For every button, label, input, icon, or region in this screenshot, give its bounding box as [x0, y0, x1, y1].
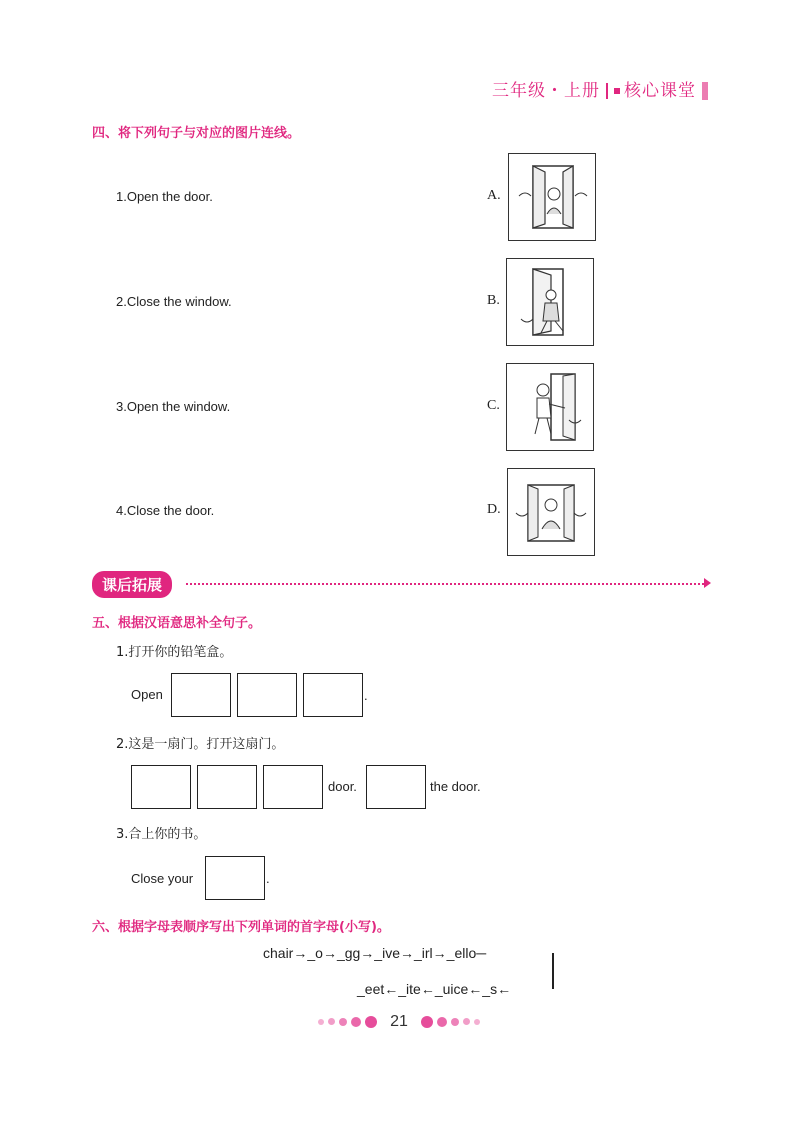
sentence-4: 4.Close the door. [116, 503, 215, 518]
dot-icon [328, 1018, 335, 1025]
close-window-illustration [508, 469, 594, 555]
q3-prompt: 3.合上你的书。 [116, 827, 207, 842]
dot-icon [437, 1017, 447, 1027]
arrow-right-icon: → [322, 945, 337, 961]
arrow-right-icon [704, 578, 711, 588]
page-number: 21 [390, 1013, 408, 1030]
section6-title: 六、根据字母表顺序写出下列单词的首字母(小写)。 [92, 920, 390, 935]
page-header [492, 76, 708, 101]
q2-prompt: 2.这是一扇门。打开这扇门。 [116, 737, 285, 752]
q2-blank-4[interactable] [366, 765, 426, 809]
picture-d[interactable] [507, 468, 595, 556]
open-window-illustration [509, 154, 595, 240]
dot-icon [421, 1016, 433, 1028]
arrow-left-icon: ← [384, 981, 399, 997]
chain-turn-line [552, 953, 554, 989]
picture-c[interactable] [506, 363, 594, 451]
word-blank-gg: _gg [336, 945, 361, 961]
picture-b[interactable] [506, 258, 594, 346]
q2-mid: door. [328, 779, 357, 794]
word-blank-irl: _irl [413, 945, 433, 961]
dot-icon [339, 1018, 347, 1026]
q2-end: the door. [430, 779, 481, 794]
page-footer [316, 1011, 482, 1031]
open-door-illustration [507, 364, 593, 450]
option-letter-b: B. [487, 293, 500, 308]
extension-banner: 课后拓展 [92, 571, 172, 598]
q1-blank-2[interactable] [237, 673, 297, 717]
arrow-left-icon: ← [497, 981, 512, 997]
sentence-2: 2.Close the window. [116, 294, 232, 309]
dot-icon [463, 1018, 470, 1025]
option-letter-d: D. [487, 502, 501, 517]
close-door-illustration [507, 259, 593, 345]
sentence-3: 3.Open the window. [116, 399, 231, 414]
dot-icon [365, 1016, 377, 1028]
q2-blank-2[interactable] [197, 765, 257, 809]
grade-label: 三年级・上册 [492, 81, 600, 101]
arrow-left-icon: ← [468, 981, 483, 997]
arrow-right-icon: → [360, 945, 375, 961]
word-blank-ello: _ello [446, 945, 477, 961]
banner-dotted-line [186, 583, 704, 585]
section5-title: 五、根据汉语意思补全句子。 [92, 616, 262, 631]
word-blank-s: _s [482, 981, 498, 997]
word-chain-row1 [263, 945, 486, 961]
word-blank-o: _o [307, 945, 323, 961]
word-chair: chair [263, 945, 294, 961]
q3-start: Close your [131, 871, 194, 886]
section4-title: 四、将下列句子与对应的图片连线。 [92, 126, 301, 141]
dot-icon [451, 1018, 459, 1026]
q1-blank-1[interactable] [171, 673, 231, 717]
word-blank-ite: _ite [398, 981, 421, 997]
course-label: 核心课堂 [624, 81, 696, 101]
option-letter-c: C. [487, 398, 500, 413]
q1-blank-3[interactable] [303, 673, 363, 717]
word-blank-eet: _eet [357, 981, 385, 997]
word-chain-row2 [357, 981, 511, 997]
q2-blank-1[interactable] [131, 765, 191, 809]
picture-a[interactable] [508, 153, 596, 241]
sentence-1: 1.Open the door. [116, 189, 213, 204]
dot-icon [474, 1019, 480, 1025]
q2-blank-3[interactable] [263, 765, 323, 809]
arrow-right-icon: → [432, 945, 447, 961]
q3-end: . [266, 871, 270, 886]
dot-icon [318, 1019, 324, 1025]
q1-start: Open [131, 687, 163, 702]
q1-end: . [364, 688, 368, 703]
q3-blank-1[interactable] [205, 856, 265, 900]
option-letter-a: A. [487, 188, 501, 203]
q1-prompt: 1.打开你的铅笔盒。 [116, 645, 233, 660]
word-blank-uice: _uice [434, 981, 469, 997]
arrow-left-icon: ← [420, 981, 435, 997]
arrow-right-icon: → [399, 945, 414, 961]
word-blank-ive: _ive [374, 945, 400, 961]
arrow-right-icon: → [293, 945, 308, 961]
line-connector-icon: ─ [476, 945, 487, 961]
dot-icon [351, 1017, 361, 1027]
